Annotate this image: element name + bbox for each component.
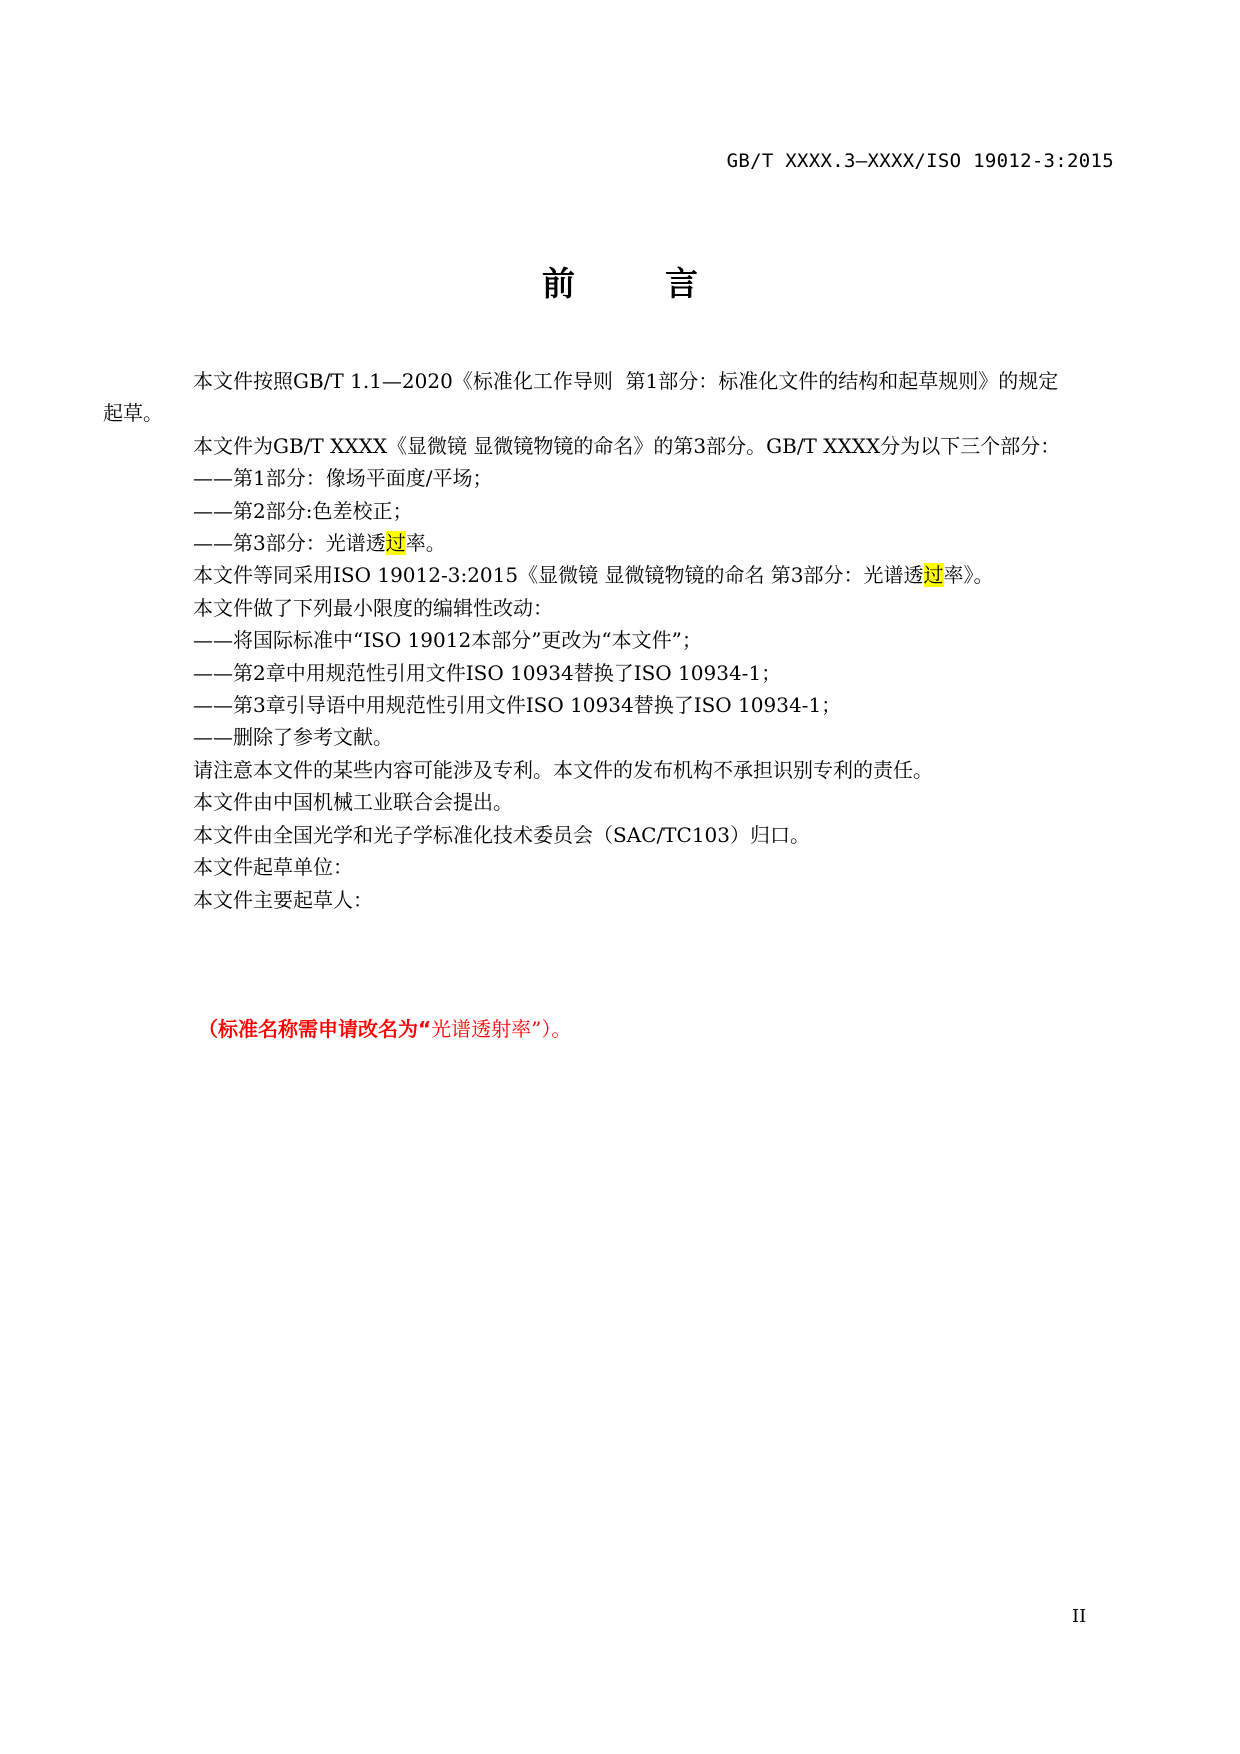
list-item-change3: ——第3章引导语中用规范性引用文件ISO 10934替换了ISO 10934-1； [193, 693, 842, 718]
paragraph-drafting-basis-line2: 起草。 [103, 401, 163, 426]
paragraph-drafting-basis [103, 365, 1123, 430]
title-char-2: 言 [665, 264, 698, 303]
paragraph-drafters: 本文件主要起草人： [193, 887, 373, 912]
paragraph-equivalence [148, 559, 1123, 591]
rename-note [198, 1013, 571, 1042]
paragraph-equivalence-tail: 率》。 [943, 563, 994, 588]
rename-note-bold: （标准名称需申请改名为“ [198, 1017, 432, 1041]
list-item-part3 [148, 527, 1123, 559]
paragraph-patent-notice: 请注意本文件的某些内容可能涉及专利。本文件的发布机构不承担识别专利的责任。 [193, 757, 933, 782]
paragraph-committee: 本文件由全国光学和光子学标准化技术委员会（SAC/TC103）归口。 [193, 822, 811, 847]
list-item-part3-tail: 率。 [405, 531, 446, 556]
list-item-part2: ——第2部分:色差校正； [193, 498, 413, 523]
list-item-change4: ——删除了参考文献。 [193, 725, 393, 750]
page-title [0, 258, 1240, 305]
list-item-change2: ——第2章中用规范性引用文件ISO 10934替换了ISO 10934-1； [193, 660, 782, 685]
paragraph-drafting-units: 本文件起草单位： [193, 855, 353, 880]
paragraph-drafting-basis-line1: 本文件按照GB/T 1.1—2020《标准化工作导则 第1部分：标准化文件的结构和起草规则》的规定 [193, 369, 1059, 393]
highlighted-char: 过 [923, 563, 944, 588]
paragraph-editorial-changes: 本文件做了下列最小限度的编辑性改动： [193, 595, 553, 620]
list-item-change1: ——将国际标准中“ISO 19012本部分”更改为“本文件”； [193, 628, 702, 653]
foreword-body [103, 365, 1123, 916]
paragraph-equivalence-text: 本文件等同采用ISO 19012-3:2015《显微镜 显微镜物镜的命名 第3部分：光谱透 [193, 563, 924, 588]
paragraph-proposer: 本文件由中国机械工业联合会提出。 [193, 790, 513, 815]
title-char-1: 前 [542, 264, 575, 303]
highlighted-char: 过 [385, 531, 406, 556]
document-code-header: GB/T XXXX.3—XXXX/ISO 19012-3:2015 [726, 150, 1114, 172]
page-number: II [1072, 1606, 1087, 1627]
list-item-part3-text: ——第3部分：光谱透 [193, 531, 386, 556]
rename-note-normal: 光谱透射率”）。 [431, 1017, 572, 1041]
paragraph-part-info: 本文件为GB/T XXXX《显微镜 显微镜物镜的命名》的第3部分。GB/T XXXX分为以下三个部分： [193, 433, 1061, 458]
list-item-part1: ——第1部分：像场平面度/平场； [193, 466, 493, 491]
